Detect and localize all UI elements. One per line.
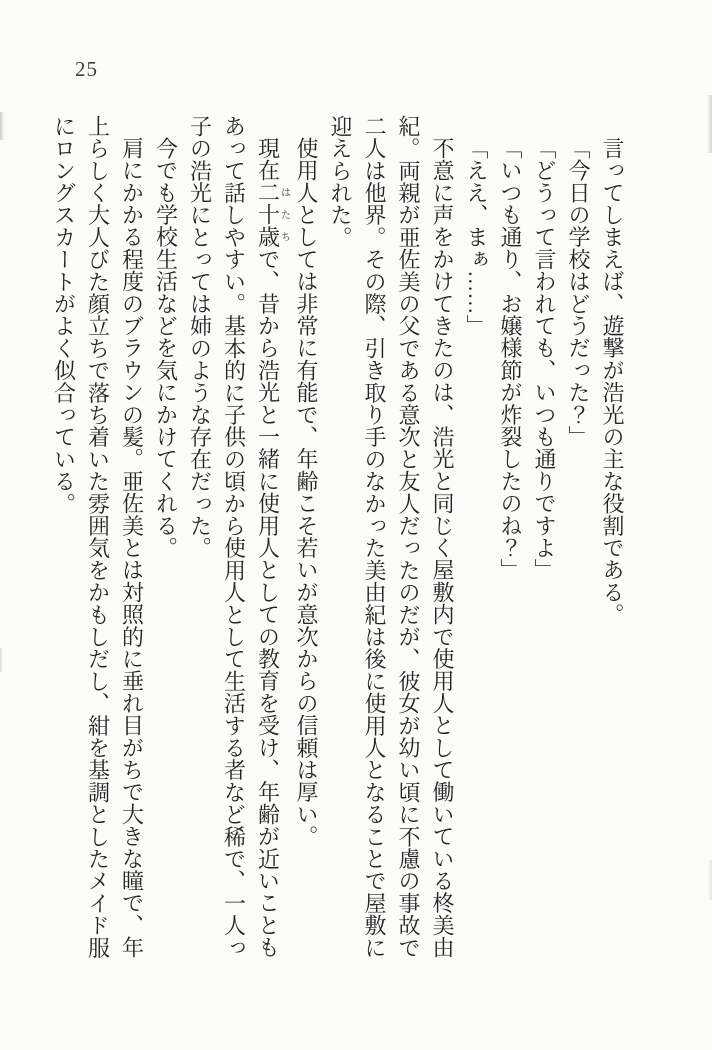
narration-miyuki-age bbox=[183, 115, 290, 960]
text-block bbox=[47, 115, 630, 960]
narration-miyuki-intro: 不意に声をかけてきたのは、浩光と同じく屋敷内で使用人として働いている柊美由紀。両親が亜佐美の父である意次と友人だったのだが、彼女が幼い頃に不慮の事故で二人は他界。その際、引き取り手のなかった美由紀は後に使用人となることで屋敷に迎えられた。 bbox=[328, 115, 455, 959]
scan-artifact-right-top bbox=[707, 95, 712, 153]
page-number: 25 bbox=[75, 57, 98, 81]
dialogue-line-3: 「いつも通り、お嬢様節が炸裂したのね？」 bbox=[498, 137, 523, 581]
furigana-base: 二十歳 bbox=[255, 181, 281, 249]
narration-role: 言ってしまえば、遊撃が浩光の主な役割である。 bbox=[600, 137, 625, 626]
furigana-reading: はたち bbox=[278, 181, 290, 249]
scan-artifact-right-bottom bbox=[708, 860, 712, 900]
narration-miyuki-age-pre: 現在 bbox=[255, 137, 281, 182]
narration-miyuki-care: 今でも学校生活などを気にかけてくれる。 bbox=[153, 137, 179, 559]
dialogue-line-2: 「どうって言われても、いつも通りですよ」 bbox=[532, 137, 557, 581]
dialogue-line-4: 「ええ、まぁ……」 bbox=[464, 137, 489, 337]
scan-artifact-left-top bbox=[0, 112, 4, 140]
furigana-hatachi bbox=[255, 181, 290, 249]
narration-miyuki-ability: 使用人としては非常に有能で、年齢こそ若いが意次からの信頼は厚い。 bbox=[294, 137, 319, 848]
narration-miyuki-age-post: で、昔から浩光と一緒に使用人としての教育を受け、年齢が近いこともあって話しやすい。基本的に子供の頃から使用人として生活する者など稀で、一人っ子の浩光にとっては姉のような存在だった。 bbox=[187, 115, 281, 959]
narration-miyuki-appearance: 肩にかかる程度のブラウンの髪。亜佐美とは対照的に垂れ目がちで大きな瞳で、年上らしく大人びた顔立ちで落ち着いた雰囲気をかもしだし、紺を基調としたメイド服にロングスカートがよく似合っている。 bbox=[51, 115, 145, 959]
dialogue-line-1: 「今日の学校はどうだった？」 bbox=[566, 137, 591, 448]
scan-artifact-left-middle bbox=[0, 648, 3, 672]
